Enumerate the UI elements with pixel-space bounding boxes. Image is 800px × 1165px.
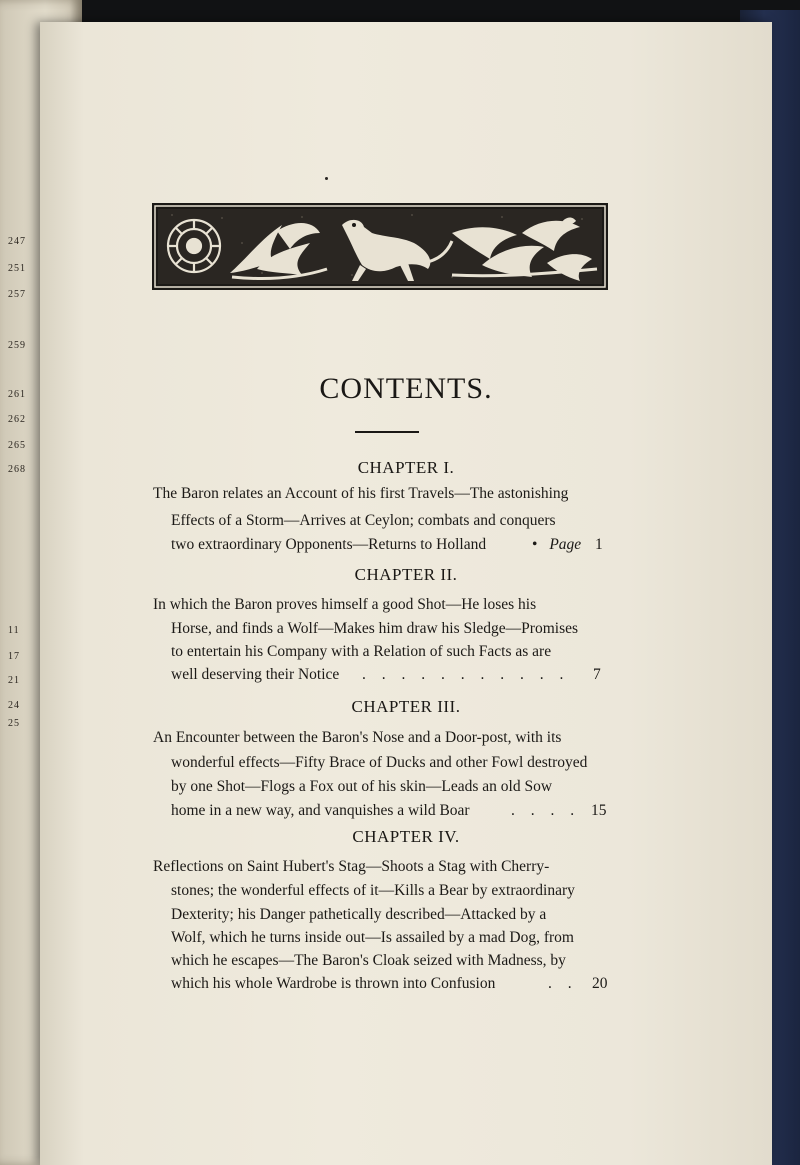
page-number: 15 xyxy=(591,802,607,819)
left-page-number: 265 xyxy=(8,440,26,451)
chapter-line: which he escapes—The Baron's Cloak seized with Madness, by xyxy=(171,952,566,969)
chapter-line: Dexterity; his Danger pathetically described—Attacked by a xyxy=(171,906,547,923)
chapter-line: Horse, and finds a Wolf—Makes him draw his Sledge—Promises xyxy=(171,620,579,637)
left-page-number: 257 xyxy=(8,289,26,300)
chapter-line: wonderful effects—Fifty Brace of Ducks and other Fowl destroyed xyxy=(171,754,588,771)
chapter-line: In which the Baron proves himself a good Shot—He loses his xyxy=(153,596,537,613)
page-number: 1 xyxy=(595,536,603,553)
chapter-line: An Encounter between the Baron's Nose and a Door-post, with its xyxy=(153,729,562,746)
left-page-number: 11 xyxy=(8,625,20,636)
chapter-line: home in a new way, and vanquishes a wild Boar xyxy=(171,802,470,819)
title-rule xyxy=(355,431,419,433)
floral-ornament-icon xyxy=(152,203,608,290)
chapter-line: by one Shot—Flogs a Fox out of his skin—Leads an old Sow xyxy=(171,778,553,795)
left-page-number: 24 xyxy=(8,700,20,711)
chapter-line: two extraordinary Opponents—Returns to Holland xyxy=(171,536,487,553)
left-page-number: 17 xyxy=(8,651,20,662)
ink-dot xyxy=(325,177,328,180)
leader-dots: . . . . . . . . . . . xyxy=(362,666,570,683)
left-page-number: 25 xyxy=(8,718,20,729)
leader-dots: . . xyxy=(548,975,578,992)
page-number: 7 xyxy=(593,666,601,683)
leader-dots: . . . . xyxy=(511,802,581,819)
left-page-number: 261 xyxy=(8,389,26,400)
chapter-line: which his whole Wardrobe is thrown into Confusion xyxy=(171,975,496,992)
page-label: Page xyxy=(549,536,582,553)
chapter-line: stones; the wonderful effects of it—Kills a Bear by extraordinary xyxy=(171,882,575,899)
left-page-number: 21 xyxy=(8,675,20,686)
page-number: 20 xyxy=(592,975,608,992)
chapter-line: well deserving their Notice xyxy=(171,666,340,683)
chapter-line: The Baron relates an Account of his first Travels—The astonishing xyxy=(153,485,569,502)
leader-dots: • xyxy=(532,536,538,553)
chapter-line: Reflections on Saint Hubert's Stag—Shoots a Stag with Cherry- xyxy=(153,858,550,875)
chapter-heading: CHAPTER III. xyxy=(351,697,461,716)
chapter-line: Wolf, which he turns inside out—Is assailed by a mad Dog, from xyxy=(171,929,574,946)
chapter-heading: CHAPTER IV. xyxy=(352,827,460,846)
page-title: CONTENTS. xyxy=(319,372,493,405)
left-page-number: 247 xyxy=(8,236,26,247)
chapter-line: to entertain his Company with a Relation of such Facts as are xyxy=(171,643,552,660)
left-page-number: 262 xyxy=(8,414,26,425)
left-page-number: 251 xyxy=(8,263,26,274)
chapter-line: Effects of a Storm—Arrives at Ceylon; combats and conquers xyxy=(171,512,556,529)
contents-page xyxy=(40,22,772,1165)
chapter-heading: CHAPTER I. xyxy=(357,458,455,477)
chapter-heading: CHAPTER II. xyxy=(354,565,458,584)
left-page-number: 268 xyxy=(8,464,26,475)
left-page-number: 259 xyxy=(8,340,26,351)
chapter-page-ref xyxy=(532,535,603,555)
